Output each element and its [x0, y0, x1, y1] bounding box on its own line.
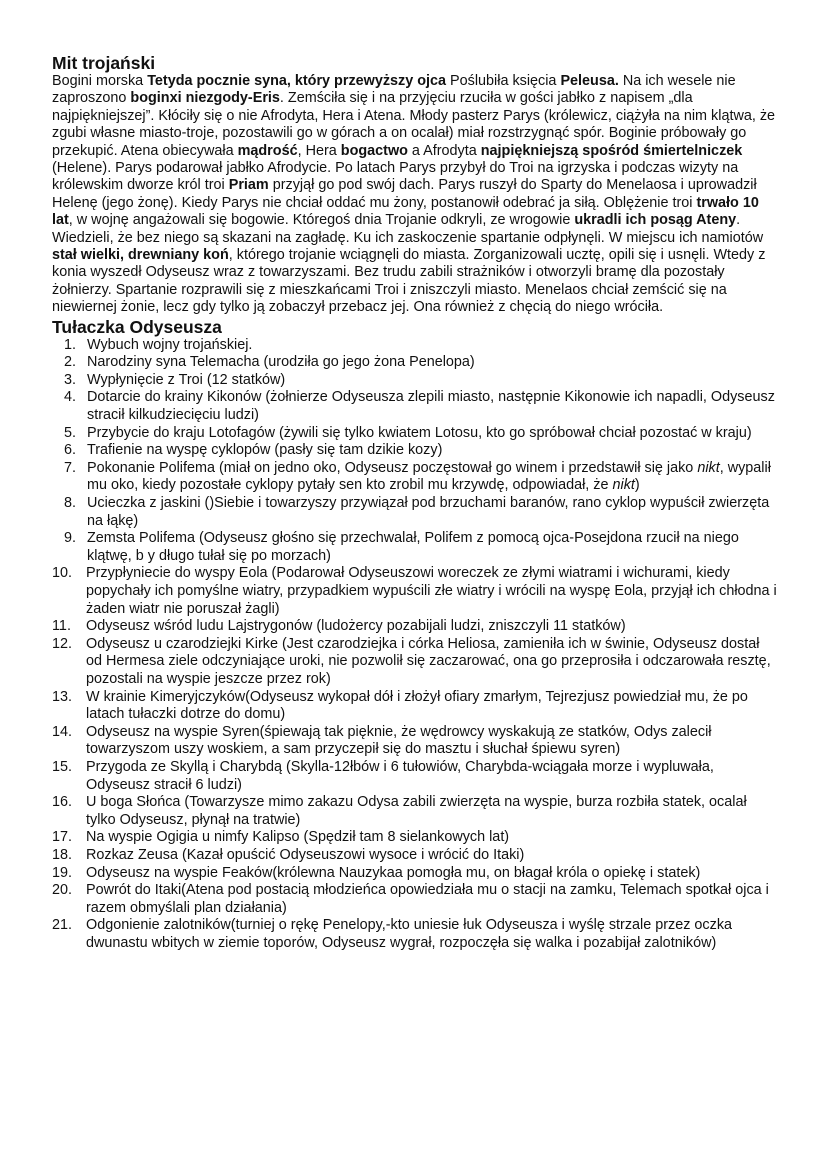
list-item-number: 10.: [52, 565, 73, 582]
list-item: [52, 442, 778, 460]
list-item-text: Przypłyniecie do wyspy Eola (Podarował Odyseuszowi woreczek ze złymi wiatrami i wichurami, kiedy popychały ich pomyślne wiatry, przypadkiem wypuścili złe wiatry i wrócili na wyspę Eola, przyjął ich chłodna i żaden wiatr nie poruszał żagli): [86, 565, 777, 617]
list-item: [52, 636, 778, 689]
list-item-number: 17.: [52, 829, 73, 846]
list-item-number: 12.: [52, 635, 73, 652]
list-item-number: 8.: [64, 495, 77, 512]
list-item: [52, 495, 778, 530]
list-item-number: 1.: [64, 336, 77, 353]
list-item: [52, 829, 778, 847]
italic-word: nikt: [697, 459, 720, 476]
list-item-text: Przygoda ze Skyllą i Charybdą (Skylla-12łbów i 6 tułowiów, Charybda-wciągała morze i wypluwała, Odyseusz stracił 6 ludzi): [86, 758, 714, 793]
bold-phrase: boginxi niezgody-Eris: [130, 90, 280, 107]
list-item: [52, 689, 778, 724]
bold-phrase: Peleusa.: [560, 73, 619, 89]
bold-phrase: najpiękniejszą spośród śmiertelniczek: [480, 142, 743, 159]
bold-phrase: stał wielki, drewniany koń: [52, 247, 229, 264]
text-run: Poślubiła księcia: [446, 73, 561, 89]
list-item-text: Na wyspie Ogigia u nimfy Kalipso (Spędził tam 8 sielankowych lat): [86, 829, 510, 846]
list-item-text: Powrót do Itaki(Atena pod postacią młodzieńca opowiedziała mu o stacji na zamku, Telemach spotkał ojca i razem obmyślali plan działania): [86, 882, 769, 916]
list-item-text: Dotarcie do krainy Kikonów (żołnierze Odyseusza zlepili miasto, następnie Kikonowie ich napadli, Odyseusz stracił kilkudziecięciu ludzi): [87, 389, 775, 424]
italic-word: nikt: [612, 477, 635, 494]
list-item-number: 4.: [64, 389, 77, 406]
list-item-number: 13.: [52, 688, 73, 705]
list-item: [52, 759, 778, 794]
list-item-text: Przybycie do kraju Lotofagów (żywili się tylko kwiatem Lotosu, kto go spróbował chciał pozostać w kraju): [87, 424, 752, 441]
list-item: [52, 794, 778, 829]
list-item: [52, 337, 778, 355]
bold-phrase: bogactwo: [340, 142, 408, 159]
text-run: . Zemściła się i na przyjęciu rzuciła w gości jabłko z napisem „dla najpiękniejszej”. Kłóciły się o nie Afrodyta, Hera i Atena. Młody pasterz Parys (królewicz, ciążyła na nim klątwa, że zgubi własne miasto-troje, pozostawili go w górach a on ocalał) miał rozstrzygnąć spór. Boginie próbowały go przekupić. Atena obiecywała: [52, 90, 776, 159]
list-item: [52, 389, 778, 424]
list-item-text: Odgonienie zalotników(turniej o rękę Penelopy,-kto uniesie łuk Odyseusza i wyślę strzale przez oczka dwunastu wbitych w ziemie toporów, Odyseusz wygrał, rozpoczęła się walka i pozabijał zalotników): [86, 917, 733, 951]
text-run: , Hera: [297, 142, 341, 159]
list-item-number: 21.: [52, 917, 73, 934]
list-item-text: W krainie Kimeryjczyków(Odyseusz wykopał dół i złożył ofiary zmarłym, Tejrezjusz powiedział mu, że po latach tułaczki dotrze do domu): [86, 688, 748, 723]
odyssey-events-list: [52, 337, 778, 953]
bold-phrase: Tetyda pocznie syna, który przewyższy ojca: [147, 73, 447, 89]
list-item-number: 2.: [64, 354, 77, 371]
list-item-text: , wypalił mu oko, kiedy pozostałe cyklopy pytały sen kto zrobil mu krzywdę, odpowiadał, że: [87, 459, 771, 494]
list-item: [52, 372, 778, 390]
list-item-text: Odyseusz na wyspie Feaków(królewna Nauzykaa pomogła mu, on błagał króla o opiekę i statek): [86, 864, 701, 881]
text-run: Bogini morska: [52, 73, 148, 89]
text-run: przyjął go pod swój dach. Parys ruszył do Sparty do Menelaosa i uprowadził Helenę (jego żonę). Kiedy Parys nie chciał oddać mu żony, postanowił odebrać ja siłą. Oblężenie troi: [52, 177, 757, 211]
list-item: [52, 865, 778, 883]
list-item-text: Rozkaz Zeusa (Kazał opuścić Odyseuszowi wysoce i wrócić do Itaki): [86, 846, 525, 863]
list-item: [52, 354, 778, 372]
myth-paragraph: [52, 73, 778, 317]
list-item-number: 5.: [64, 424, 77, 441]
bold-phrase: trwało 10 lat: [52, 194, 759, 229]
list-item: [52, 530, 778, 565]
text-run: . Wiedzieli, że bez niego są skazani na zagładę. Ku ich zaskoczenie spartanie odpłynęli. W miejscu ich namiotów: [52, 212, 764, 246]
list-item-number: 18.: [52, 846, 73, 863]
list-item-number: 14.: [52, 723, 73, 740]
list-item-text: Odyseusz u czarodziejki Kirke (Jest czarodziejka i córka Heliosa, zamieniła ich w świnie, Odyseusz dostał od Hermesa ziele odczyniające uroki, nie pozwolił się zaczarować, ona go przeprosiła i odczarowała resztę, pozostali na wyspie jeszcze przez rok): [86, 635, 771, 687]
list-item: [52, 724, 778, 759]
list-item-text: Wypłynięcie z Troi (12 statków): [87, 371, 286, 388]
section-title-myth: Mit trojański: [52, 53, 156, 73]
bold-phrase: mądrość: [237, 142, 298, 159]
section-title-odyssey: Tułaczka Odyseusza: [52, 316, 222, 337]
list-item: [52, 425, 778, 443]
text-run: Na ich wesele nie zaproszono: [52, 73, 736, 107]
list-item: [52, 565, 778, 618]
list-item: [52, 917, 778, 952]
list-item-text: Odyseusz wśród ludu Lajstrygonów (ludożercy pozabijali ludzi, zniszczyli 11 statków): [86, 618, 626, 635]
list-item: [52, 847, 778, 865]
text-run: a Afrodyta: [407, 142, 481, 159]
text-run: (Helene). Parys podarował jabłko Afrodycie. Po latach Parys przybył do Troi na igrzyska i podczas wizyty na królewskim dworze król troi: [52, 160, 739, 194]
list-item-text: Narodziny syna Telemacha (urodziła go jego żona Penelopa): [87, 354, 475, 371]
list-item-number: 20.: [52, 882, 73, 899]
list-item-text: Pokonanie Polifema (miał on jedno oko, Odyseusz poczęstował go winem i przedstawił się jako: [87, 459, 698, 476]
list-item-text: Zemsta Polifema (Odyseusz głośno się przechwalał, Polifem z pomocą ojca-Posejdona rzucił na niego klątwę, b y długo tułał się po morzach): [87, 530, 739, 564]
bold-phrase: Priam: [228, 177, 269, 194]
list-item-text: ): [634, 477, 640, 494]
bold-phrase: ukradli ich posąg Ateny: [574, 212, 737, 229]
list-item: [52, 460, 778, 495]
list-item-number: 15.: [52, 758, 73, 775]
list-item: [52, 882, 778, 917]
list-item-text: Trafienie na wyspę cyklopów (pasły się tam dzikie kozy): [87, 442, 443, 459]
list-item-number: 16.: [52, 794, 73, 811]
list-item-text: U boga Słońca (Towarzysze mimo zakazu Odysa zabili zwierzęta na wyspie, burza rozbiła statek, ocalał tylko Odyseusz, płynął na tratwie): [86, 794, 747, 828]
text-run: , którego trojanie wciągnęli do miasta. Zorganizowali ucztę, opili się i usnęli. Wtedy z konia wyszedł Odyseusz wraz z towarzyszami. Bez trudu zabili strażników i otworzyli bramę dla pozostały żołnierzy. Spartanie rozprawili się z mieszkańcami Troi i zniszczyli miasto. Menelaos chciał zemścić się na niewiernej żonie, lecz gdy tylko ją zobaczył przebacz jej. Ona również z chęcią do niego wróciła.: [52, 247, 766, 316]
list-item-number: 9.: [64, 530, 77, 547]
list-item-number: 3.: [64, 371, 77, 388]
text-run: , w wojnę angażowali się bogowie. Któregoś dnia Trojanie odkryli, ze wrogowie: [68, 212, 575, 229]
list-item-text: Ucieczka z jaskini ()Siebie i towarzyszy przywiązał pod brzuchami baranów, rano cyklop wypuścił zwierzęta na łąkę): [87, 495, 770, 529]
list-item: [52, 618, 778, 636]
list-item-number: 6.: [64, 442, 77, 459]
list-item-number: 7.: [64, 459, 77, 476]
list-item-text: Odyseusz na wyspie Syren(śpiewają tak pięknie, że wędrowcy wyskakują ze statków, Odys zalecił towarzyszom uszy woskiem, a sam przyczepił się do masztu i słuchał śpiewu syren): [86, 723, 712, 758]
list-item-text: Wybuch wojny trojańskiej.: [87, 336, 253, 353]
list-item-number: 19.: [52, 864, 73, 881]
list-item-number: 11.: [52, 618, 71, 635]
